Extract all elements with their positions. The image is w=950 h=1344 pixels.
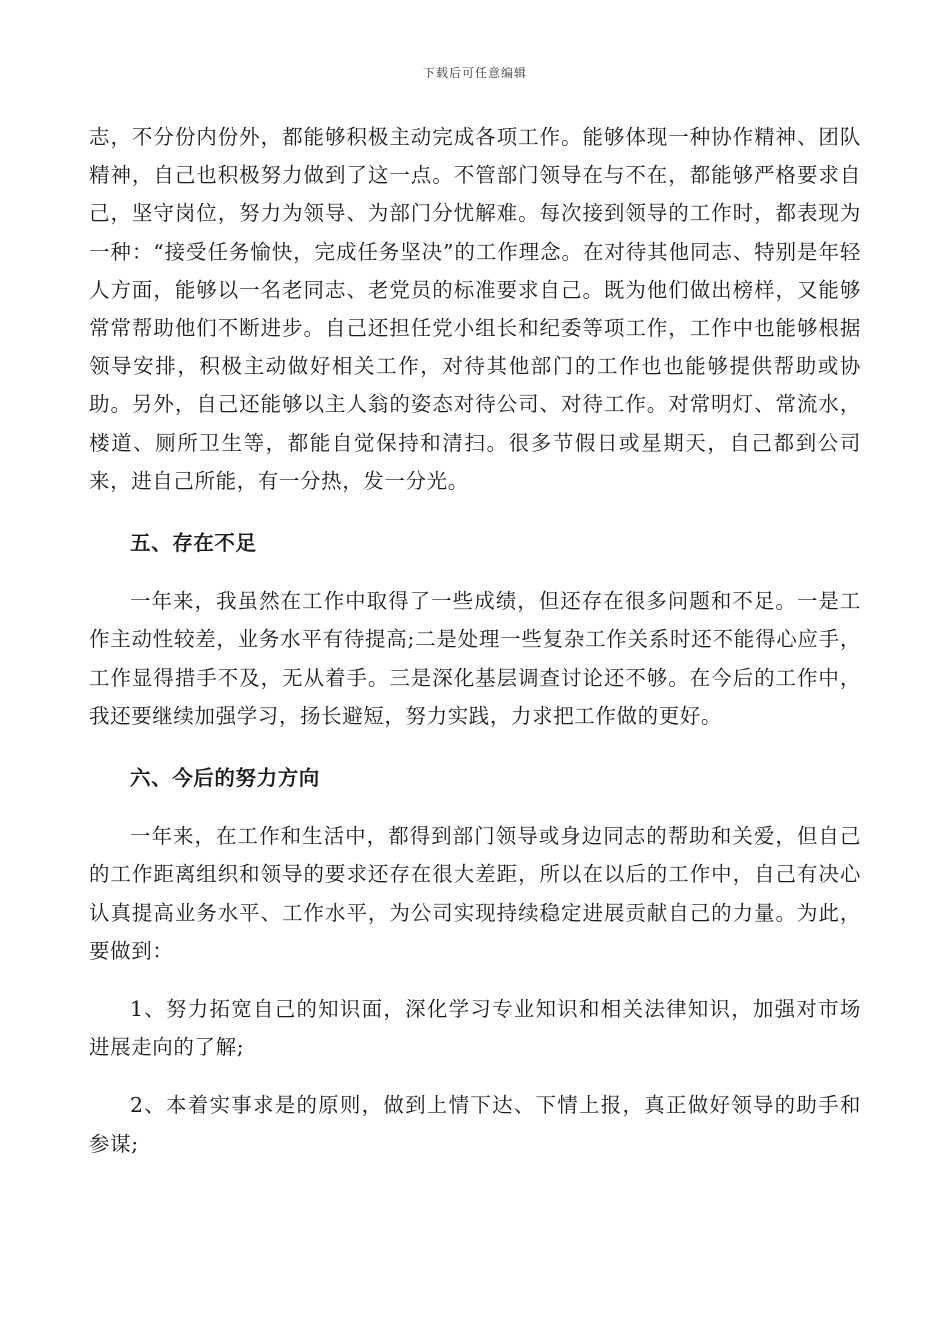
paragraph-work-attitude: 志，不分份内份外，都能够积极主动完成各项工作。能够体现一种协作精神、团队精神，自己也积极努力做到了这一点。不管部门领导在与不在，都能够严格要求自己，坚守岗位，努力为领导、为部门分忧解难。每次接到领导的工作时，都表现为一种：“接受任务愉快，完成任务坚决”的工作理念。在对待其他同志、特别是年轻人方面，能够以一名老同志、老党员的标准要求自己。既为他们做出榜样，又能够常常帮助他们不断进步。自己还担任党小组长和纪委等项工作，工作中也能够根据领导安排，积极主动做好相关工作，对待其他部门的工作也也能够提供帮助或协助。另外，自己还能够以主人翁的姿态对待公司、对待工作。对常明灯、常流水，楼道、厕所卫生等，都能自觉保持和清扫。很多节假日或星期天，自己都到公司来，进自己所能，有一分热，发一分光。 (89, 125, 861, 493)
paragraph-future-direction: 一年来，在工作和生活中，都得到部门领导或身边同志的帮助和关爱，但自己的工作距离组织和领导的要求还存在很大差距，所以在以后的工作中，自己有决心认真提高业务水平、工作水平，为公司实现持续稳定进展贡献自己的力量。为此，要做到： (89, 824, 861, 963)
list-item-knowledge: 1、努力拓宽自己的知识面，深化学习专业知识和相关法律知识，加强对市场进展走向的了解; (89, 997, 861, 1060)
paragraph-shortcomings: 一年来，我虽然在工作中取得了一些成绩，但还存在很多问题和不足。一是工作主动性较差，业务水平有待提高;二是处理一些复杂工作关系时还不能得心应手，工作显得措手不及，无从着手。三是深化基层调查讨论还不够。在今后的工作中，我还要继续加强学习，扬长避短，努力实践，力求把工作做的更好。 (89, 589, 861, 728)
document-body (89, 118, 861, 1163)
list-item-assistant: 2、本着实事求是的原则，做到上情下达、下情上报，真正做好领导的助手和参谋; (89, 1093, 861, 1156)
section-heading-shortcomings: 五、存在不足 (130, 531, 257, 556)
section-heading-future-direction: 六、今后的努力方向 (130, 766, 320, 791)
page-header-note: 下载后可任意编辑 (422, 66, 527, 80)
